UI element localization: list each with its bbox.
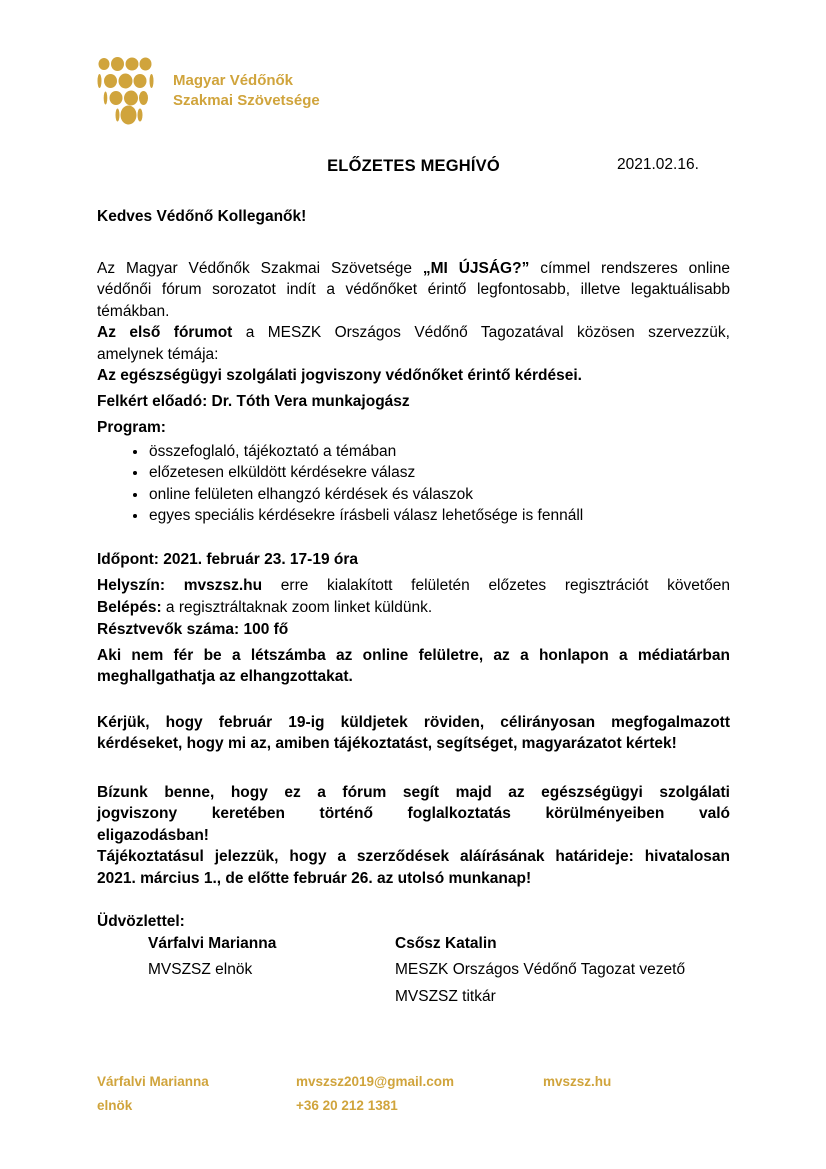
questions-line1: Kérjük, hogy február 19-ig küldjetek röviden, célirányosan megfogalmazott (97, 713, 730, 731)
attendees-line: Résztvevők száma: 100 fő (97, 621, 289, 638)
questions-paragraph (97, 712, 730, 755)
footer-contact (97, 1070, 296, 1118)
footer-email: mvszsz2019@gmail.com (296, 1074, 454, 1089)
program-label: Program: (97, 419, 166, 436)
title-row (97, 155, 730, 179)
signer-name: Csősz Katalin (395, 934, 497, 952)
org-name-line1: Magyar Védőnők (173, 72, 294, 89)
program-item: • összefoglaló, tájékoztató a témában (148, 441, 730, 463)
intro-line3: témákban. (97, 302, 170, 320)
signature-left (148, 933, 395, 1008)
program-item: • egyes speciális kérdésekre írásbeli válasz lehetősége is fennáll (148, 505, 730, 527)
overflow-paragraph (97, 645, 730, 688)
entry-lead: Belépés: (97, 598, 162, 616)
speaker-line: Felkért előadó: Dr. Tóth Vera munkajogász (97, 392, 410, 410)
intro-line2: védőnői fórum sorozatot indít a védőnőket érintő legfontosabb, illetve legaktuálisabb (97, 281, 730, 298)
signer-name: Várfalvi Marianna (148, 934, 277, 952)
signature-right (395, 933, 730, 1008)
closing-line: Üdvözlettel: (97, 913, 185, 930)
hope-line1: Bízunk benne, hogy ez a fórum segít majd az egészségügyi szolgálati (97, 783, 730, 801)
intro-rest: címmel rendszeres online (529, 259, 730, 277)
signer-role: MVSZSZ elnök (148, 961, 253, 978)
org-logo (97, 55, 320, 127)
first-forum-line2: amelynek témája: (97, 345, 219, 363)
hope-paragraph (97, 782, 730, 847)
overflow-line1: Aki nem fér be a létszámba az online felületre, az a honlapon a médiatárban (97, 646, 730, 664)
footer-reach (296, 1070, 543, 1118)
org-name-line2: Szakmai Szövetsége (173, 92, 320, 109)
intro-series-title: „MI ÚJSÁG?” (422, 259, 530, 277)
document-title: ELŐZETES MEGHÍVÓ (327, 157, 500, 175)
footer-contact-role: elnök (97, 1098, 133, 1113)
deadline-line2: 2021. március 1., de előtte február 26. az utolsó munkanap! (97, 869, 532, 887)
location-rest: erre kialakított felületén előzetes regisztrációt követően (262, 577, 730, 594)
location-lead: Helyszín: mvszsz.hu (97, 577, 263, 594)
signer-role: MESZK Országos Védőnő Tagozat vezető (395, 961, 686, 978)
forum-topic: Az egészségügyi szolgálati jogviszony védőnőket érintő kérdései. (97, 367, 582, 384)
signer-role: MVSZSZ titkár (395, 987, 496, 1005)
signature-block (97, 933, 730, 1008)
deadline-line1: Tájékoztatásul jelezzük, hogy a szerződések aláírásának határideje: hivatalosan (97, 848, 730, 865)
deadline-paragraph (97, 846, 730, 889)
questions-line2: kérdéseket, hogy mi az, amiben tájékoztatást, segítséget, magyarázatot kértek! (97, 735, 677, 752)
first-forum-rest: a MESZK Országos Védőnő Tagozatával közösen szervezzük, (232, 324, 730, 341)
intro-pre: Az Magyar Védőnők Szakmai Szövetsége (97, 259, 423, 277)
overflow-line2: meghallgathatja az elhangzottakat. (97, 668, 353, 685)
location-line (97, 575, 730, 597)
salutation: Kedves Védőnő Kolleganők! (97, 208, 307, 225)
footer-contact-name: Várfalvi Marianna (97, 1074, 209, 1089)
footer-website-col (543, 1070, 730, 1118)
hope-line2: jogviszony keretében történő foglalkoztatás körülményeiben való (97, 805, 730, 822)
letter-footer (97, 1070, 730, 1118)
program-item: • online felületen elhangzó kérdések és válaszok (148, 484, 730, 506)
entry-line (97, 597, 730, 619)
first-forum-lead: Az első fórumot (97, 324, 233, 341)
program-list (97, 441, 730, 527)
program-item: • előzetesen elküldött kérdésekre válasz (148, 462, 730, 484)
grape-cluster-logo-icon (97, 55, 157, 127)
hope-line3: eligazodásban! (97, 826, 209, 844)
footer-phone: +36 20 212 1381 (296, 1098, 398, 1113)
first-forum-line1 (97, 322, 730, 344)
org-name (173, 71, 320, 111)
document-date: 2021.02.16. (617, 156, 699, 173)
letter-body (97, 206, 730, 1007)
intro-line1 (97, 258, 730, 280)
footer-website: mvszsz.hu (543, 1074, 612, 1089)
entry-rest: a regisztráltaknak zoom linket küldünk. (161, 598, 433, 616)
intro-paragraph (97, 258, 730, 323)
first-forum-paragraph (97, 322, 730, 365)
datetime-line: Időpont: 2021. február 23. 17-19 óra (97, 550, 359, 568)
